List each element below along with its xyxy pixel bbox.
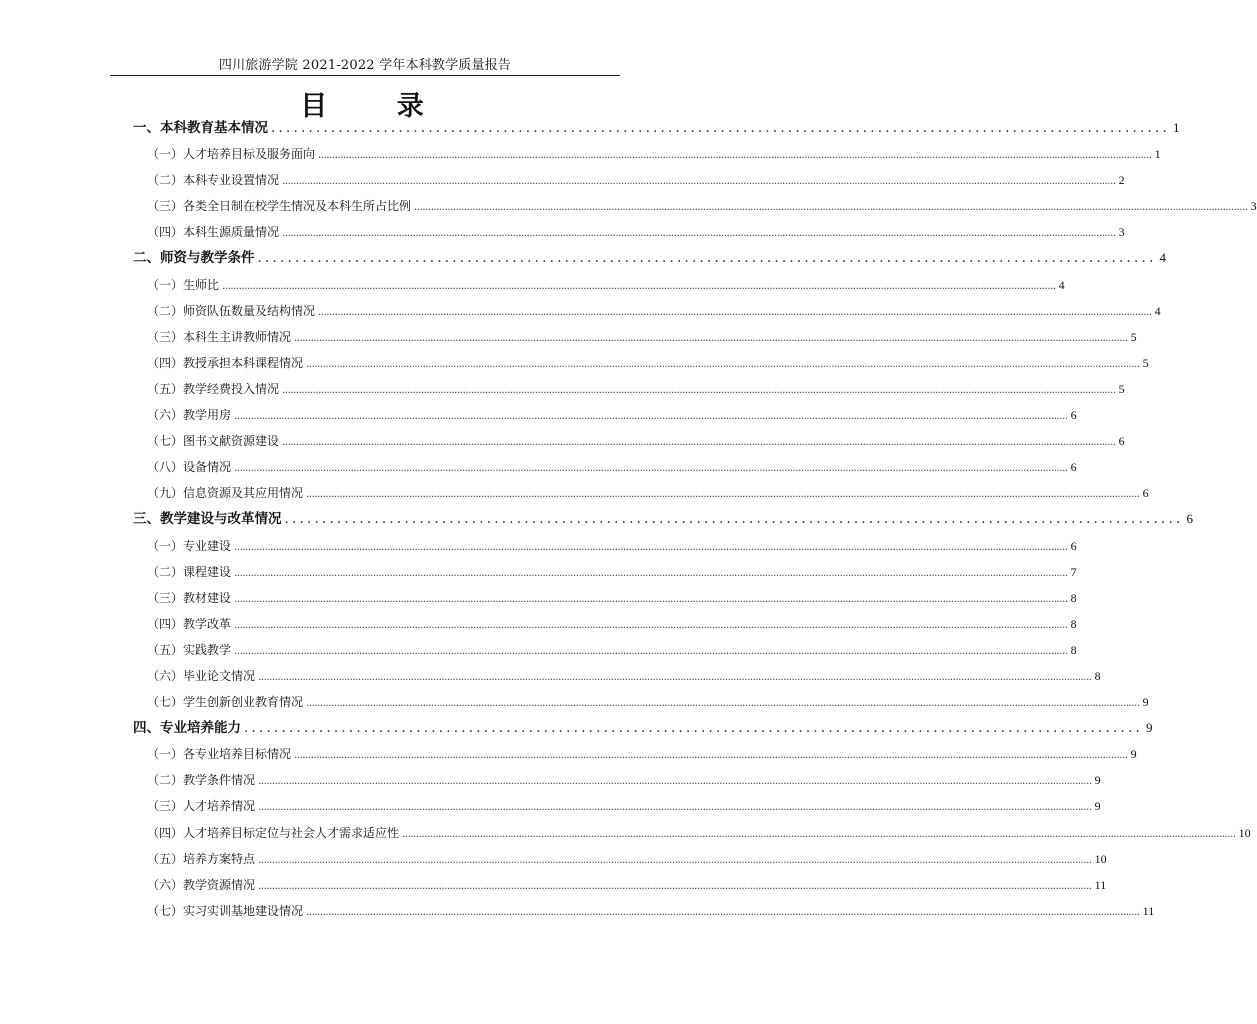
toc-entry-label: （八）设备情况 bbox=[147, 460, 232, 475]
toc-page-number: 10 bbox=[1094, 851, 1107, 866]
toc-dot-leader: ............................................................................................................................................................................................................................................................................................................ bbox=[306, 358, 1140, 370]
toc-subsection-entry[interactable] bbox=[133, 559, 1077, 585]
toc-page-number: 6 bbox=[1070, 460, 1077, 475]
toc-dot-leader: ............................................................................................................................................................................................................................................................................................................ bbox=[306, 698, 1140, 710]
toc-entry-label: （五）实践教学 bbox=[147, 642, 232, 657]
toc-entry-label: （五）培养方案特点 bbox=[147, 851, 256, 866]
toc-subsection-entry[interactable] bbox=[133, 324, 1137, 350]
toc-subsection-entry[interactable] bbox=[133, 298, 1161, 324]
header-divider bbox=[110, 75, 620, 76]
toc-dot-leader: ............................................................................................................................................................................................................................................................................................................ bbox=[294, 750, 1128, 762]
toc-entry-label: （六）教学资源情况 bbox=[147, 877, 256, 892]
toc-dot-leader: ............................................................................................................................................................................................................................................................................................................ bbox=[306, 489, 1140, 501]
toc-page-number: 1 bbox=[1172, 120, 1180, 135]
toc-entry-label: 三、教学建设与改革情况 bbox=[133, 511, 282, 528]
toc-page-number: 6 bbox=[1118, 434, 1125, 449]
toc-entry-label: （四）本科生源质量情况 bbox=[147, 225, 280, 240]
toc-dot-leader: ........................................................................................................................ bbox=[257, 250, 1157, 267]
toc-entry-label: （四）教学改革 bbox=[147, 616, 232, 631]
toc-page-number: 4 bbox=[1058, 277, 1065, 292]
toc-subsection-entry[interactable] bbox=[133, 872, 1107, 898]
toc-dot-leader: ............................................................................................................................................................................................................................................................................................................ bbox=[258, 880, 1092, 892]
toc-entry-label: 二、师资与教学条件 bbox=[133, 250, 255, 267]
toc-page-number: 9 bbox=[1094, 799, 1101, 814]
toc-page-number: 4 bbox=[1159, 250, 1166, 266]
toc-page-number: 9 bbox=[1130, 747, 1137, 762]
toc-section-entry[interactable] bbox=[133, 115, 1180, 141]
toc-subsection-entry[interactable] bbox=[133, 663, 1101, 689]
toc-subsection-entry[interactable] bbox=[133, 820, 1251, 846]
toc-subsection-entry[interactable] bbox=[133, 454, 1077, 480]
toc-entry-label: （七）学生创新创业教育情况 bbox=[147, 695, 304, 710]
toc-page-number: 8 bbox=[1070, 590, 1077, 605]
toc-dot-leader: ............................................................................................................................................................................................................................................................................................................ bbox=[234, 567, 1068, 579]
toc-page-number: 11 bbox=[1142, 903, 1155, 918]
toc-dot-leader: ........................................................................................................................ bbox=[284, 511, 1184, 528]
toc-entry-label: （二）师资队伍数量及结构情况 bbox=[147, 303, 316, 318]
toc-page-number: 5 bbox=[1118, 381, 1125, 396]
toc-subsection-entry[interactable] bbox=[133, 898, 1155, 924]
toc-subsection-entry[interactable] bbox=[133, 741, 1137, 767]
toc-dot-leader: ............................................................................................................................................................................................................................................................................................................ bbox=[258, 802, 1092, 814]
toc-subsection-entry[interactable] bbox=[133, 689, 1149, 715]
toc-entry-label: （一）人才培养目标及服务面向 bbox=[147, 147, 316, 162]
toc-dot-leader: ............................................................................................................................................................................................................................................................................................................ bbox=[402, 828, 1236, 840]
toc-page-number: 10 bbox=[1238, 825, 1251, 840]
toc-dot-leader: ............................................................................................................................................................................................................................................................................................................ bbox=[234, 619, 1068, 631]
toc-dot-leader: ............................................................................................................................................................................................................................................................................................................ bbox=[234, 593, 1068, 605]
toc-page-number: 6 bbox=[1186, 511, 1193, 527]
toc-page-number: 2 bbox=[1118, 173, 1125, 188]
toc-page-number: 4 bbox=[1154, 303, 1161, 318]
toc-page-number: 3 bbox=[1118, 225, 1125, 240]
toc-page-number: 6 bbox=[1142, 486, 1149, 501]
toc-entry-label: （三）教材建设 bbox=[147, 590, 232, 605]
toc-subsection-entry[interactable] bbox=[133, 533, 1077, 559]
toc-entry-label: （二）教学条件情况 bbox=[147, 773, 256, 788]
toc-page-number: 7 bbox=[1070, 564, 1077, 579]
table-of-contents bbox=[133, 115, 1257, 924]
toc-dot-leader: ............................................................................................................................................................................................................................................................................................................ bbox=[282, 384, 1116, 396]
toc-entry-label: 四、专业培养能力 bbox=[133, 720, 241, 737]
toc-dot-leader: ............................................................................................................................................................................................................................................................................................................ bbox=[318, 150, 1152, 162]
toc-entry-label: （四）人才培养目标定位与社会人才需求适应性 bbox=[147, 825, 400, 840]
toc-dot-leader: ............................................................................................................................................................................................................................................................................................................ bbox=[258, 854, 1092, 866]
toc-dot-leader: ............................................................................................................................................................................................................................................................................................................ bbox=[234, 463, 1068, 475]
toc-entry-label: （一）各专业培养目标情况 bbox=[147, 747, 292, 762]
toc-entry-label: （二）本科专业设置情况 bbox=[147, 173, 280, 188]
toc-entry-label: （一）专业建设 bbox=[147, 538, 232, 553]
toc-subsection-entry[interactable] bbox=[133, 767, 1101, 793]
toc-dot-leader: ........................................................................................................................ bbox=[244, 720, 1143, 737]
toc-dot-leader: ............................................................................................................................................................................................................................................................................................................ bbox=[258, 671, 1092, 683]
toc-dot-leader: ............................................................................................................................................................................................................................................................................................................ bbox=[222, 280, 1056, 292]
toc-dot-leader: ............................................................................................................................................................................................................................................................................................................ bbox=[306, 906, 1140, 918]
toc-page-number: 8 bbox=[1070, 642, 1077, 657]
toc-entry-label: （三）人才培养情况 bbox=[147, 799, 256, 814]
toc-dot-leader: ............................................................................................................................................................................................................................................................................................................ bbox=[318, 306, 1152, 318]
toc-page-number: 11 bbox=[1094, 877, 1107, 892]
toc-entry-label: （四）教授承担本科课程情况 bbox=[147, 355, 304, 370]
toc-entry-label: 一、本科教育基本情况 bbox=[133, 120, 268, 136]
toc-subsection-entry[interactable] bbox=[133, 428, 1125, 454]
toc-page-number: 9 bbox=[1145, 720, 1153, 736]
toc-dot-leader: ............................................................................................................................................................................................................................................................................................................ bbox=[234, 541, 1068, 553]
page-title: 目 录 bbox=[300, 91, 454, 122]
toc-dot-leader: ............................................................................................................................................................................................................................................................................................................ bbox=[282, 437, 1116, 449]
toc-entry-label: （一）生师比 bbox=[147, 277, 220, 292]
toc-dot-leader: ............................................................................................................................................................................................................................................................................................................ bbox=[282, 176, 1116, 188]
toc-entry-label: （六）教学用房 bbox=[147, 408, 232, 423]
toc-dot-leader: ........................................................................................................................ bbox=[271, 120, 1170, 136]
toc-subsection-entry[interactable] bbox=[133, 350, 1149, 376]
toc-dot-leader: ............................................................................................................................................................................................................................................................................................................ bbox=[234, 411, 1068, 423]
toc-page-number: 6 bbox=[1070, 538, 1077, 553]
toc-subsection-entry[interactable] bbox=[133, 376, 1125, 402]
toc-entry-label: （七）实习实训基地建设情况 bbox=[147, 903, 304, 918]
toc-page-number: 1 bbox=[1154, 147, 1161, 162]
toc-subsection-entry[interactable] bbox=[133, 585, 1077, 611]
toc-entry-label: （七）图书文献资源建设 bbox=[147, 434, 280, 449]
toc-page-number: 8 bbox=[1094, 668, 1101, 683]
toc-dot-leader: ............................................................................................................................................................................................................................................................................................................ bbox=[234, 645, 1068, 657]
toc-dot-leader: ............................................................................................................................................................................................................................................................................................................ bbox=[294, 332, 1128, 344]
toc-section-entry[interactable] bbox=[133, 245, 1166, 271]
toc-page-number: 5 bbox=[1142, 355, 1149, 370]
toc-dot-leader: ............................................................................................................................................................................................................................................................................................................ bbox=[258, 776, 1092, 788]
toc-subsection-entry[interactable] bbox=[133, 846, 1107, 872]
toc-subsection-entry[interactable] bbox=[133, 219, 1125, 245]
toc-subsection-entry[interactable] bbox=[133, 402, 1077, 428]
toc-entry-label: （五）教学经费投入情况 bbox=[147, 381, 280, 396]
toc-page-number: 9 bbox=[1094, 773, 1101, 788]
toc-subsection-entry[interactable] bbox=[133, 193, 1257, 219]
toc-page-number: 5 bbox=[1130, 329, 1137, 344]
toc-subsection-entry[interactable] bbox=[133, 611, 1077, 637]
toc-subsection-entry[interactable] bbox=[133, 637, 1077, 663]
running-header: 四川旅游学院 2021-2022 学年本科教学质量报告 bbox=[218, 58, 512, 73]
toc-subsection-entry[interactable] bbox=[133, 141, 1161, 167]
toc-page-number: 6 bbox=[1070, 408, 1077, 423]
toc-entry-label: （六）毕业论文情况 bbox=[147, 668, 256, 683]
toc-page-number: 9 bbox=[1142, 695, 1149, 710]
toc-subsection-entry[interactable] bbox=[133, 167, 1125, 193]
toc-subsection-entry[interactable] bbox=[133, 272, 1065, 298]
toc-entry-label: （三）本科生主讲教师情况 bbox=[147, 329, 292, 344]
toc-entry-label: （九）信息资源及其应用情况 bbox=[147, 486, 304, 501]
toc-page-number: 3 bbox=[1250, 199, 1257, 214]
toc-entry-label: （二）课程建设 bbox=[147, 564, 232, 579]
toc-section-entry[interactable] bbox=[133, 506, 1193, 532]
toc-section-entry[interactable] bbox=[133, 715, 1153, 741]
toc-entry-label: （三）各类全日制在校学生情况及本科生所占比例 bbox=[147, 199, 412, 214]
toc-subsection-entry[interactable] bbox=[133, 793, 1101, 819]
toc-page-number: 8 bbox=[1070, 616, 1077, 631]
toc-dot-leader: ............................................................................................................................................................................................................................................................................................................ bbox=[414, 202, 1248, 214]
toc-subsection-entry[interactable] bbox=[133, 480, 1149, 506]
toc-dot-leader: ............................................................................................................................................................................................................................................................................................................ bbox=[282, 228, 1116, 240]
